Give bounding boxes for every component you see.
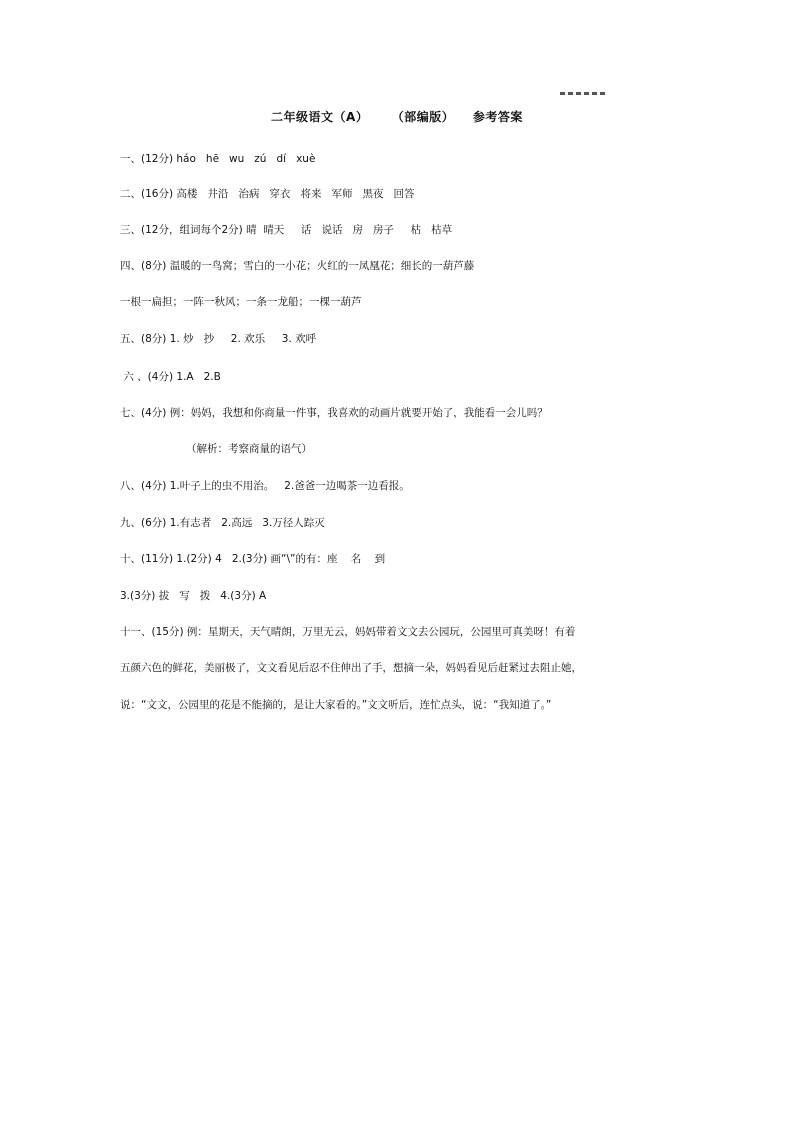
answer-line-5: 一根一扁担；一阵一秋风；一条一龙船；一棵一葫芦 bbox=[120, 296, 362, 308]
answer-line-3: 三、(12分，组词每个2分) 晴 晴天 话 说话 房 房子 枯 枯草 bbox=[120, 224, 453, 236]
answer-line-2: 二、(16分) 高楼 井沿 治病 穿衣 将来 军师 黑夜 回答 bbox=[120, 188, 415, 200]
answer-line-12: 3.(3分) 拔 写 拨 4.(3分) A bbox=[120, 590, 267, 602]
answer-line-1: 一、(12分) háo hē wu zú dí xuè bbox=[120, 153, 316, 165]
answer-line-11: 十、(11分) 1.(2分) 4 2.(3分) 画“\”的有：座 名 到 bbox=[120, 553, 386, 565]
answer-line-8: 七、(4分) 例：妈妈，我想和你商量一件事，我喜欢的动画片就要开始了，我能看一会儿吗？ bbox=[120, 407, 548, 419]
corner-scan-mark bbox=[560, 92, 606, 95]
answer-line-7: 六 、(4分) 1.A 2.B bbox=[120, 371, 221, 383]
answer-line-6: 五、(8分) 1. 炒 抄 2. 欢乐 3. 欢呼 bbox=[120, 333, 317, 345]
answer-line-4: 四、(8分) 温暖的一鸟窝；雪白的一小花；火红的一凤凰花；细长的一葫芦藤 bbox=[120, 260, 475, 272]
answer-line-14: 五颜六色的鲜花，美丽极了，文文看见后忍不住伸出了手，想摘一朵，妈妈看见后赶紧过去阻止她， bbox=[120, 662, 582, 674]
page-title: 二年级语文（A） （部编版） 参考答案 bbox=[271, 110, 523, 124]
answer-line-10: 九、(6分) 1.有志者 2.高远 3.万径人踪灭 bbox=[120, 517, 325, 529]
answer-line-13: 十一、(15分) 例：星期天，天气晴朗，万里无云，妈妈带着文文去公园玩，公园里可真美呀！有着 bbox=[120, 626, 576, 638]
analysis-note: （解析：考察商量的语气） bbox=[186, 443, 312, 455]
answer-line-9: 八、(4分) 1.叶子上的虫不用治。 2.爸爸一边喝茶一边看报。 bbox=[120, 480, 410, 492]
answer-line-15: 说：“文文，公园里的花是不能摘的，是让大家看的。”文文听后，连忙点头，说：“我知道了。” bbox=[120, 699, 552, 711]
